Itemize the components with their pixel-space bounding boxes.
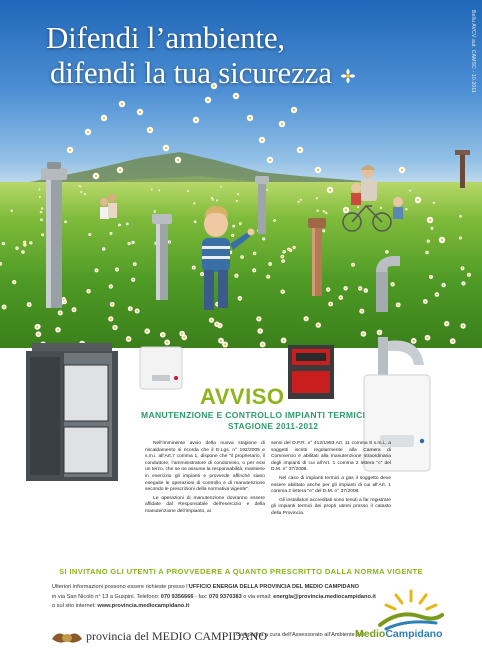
fax-number: 070 9370383	[209, 593, 242, 600]
headline	[46, 20, 355, 90]
info-text: in via San Nicolò n° 13 a Guspini. Telefono:	[52, 593, 161, 600]
side-code: Bellu AVCV aut. CAMSC - 10.2011	[470, 10, 476, 93]
chimney-cap-icon	[455, 150, 470, 188]
boiler-stove-icon	[26, 343, 118, 481]
wall-boiler-icon	[140, 347, 182, 389]
province-name-a: provincia del	[86, 629, 152, 643]
phone-number[interactable]: 070 9356666	[160, 593, 194, 600]
body-column-2	[271, 441, 391, 520]
campaign-credit: Campagna a cura dell’Assessorato all’Ambiente del	[236, 632, 364, 638]
daisy-icon	[427, 217, 433, 223]
medio-campidano-logo-icon	[376, 585, 446, 633]
contact-info	[52, 583, 382, 612]
daisy-icon	[415, 197, 421, 203]
daisy-icon	[85, 129, 91, 135]
brand-name-a: Medio	[355, 628, 386, 640]
daisy-icon	[247, 115, 253, 121]
office-name: UFFICIO ENERGIA DELLA PROVINCIA DEL MEDIO CAMPIDANO	[188, 584, 359, 590]
info-text: o sul sito internet:	[52, 603, 98, 610]
daisy-icon	[233, 93, 239, 99]
daisy-icon	[291, 107, 297, 113]
info-line-1	[52, 583, 382, 593]
info-line-3	[52, 602, 382, 612]
daisy-icon	[119, 101, 125, 107]
headline-line-1: Difendi l’ambiente,	[46, 20, 285, 55]
info-text: o via email:	[241, 593, 274, 600]
daisy-icon	[117, 167, 123, 173]
notice-season: STAGIONE 2011-2012	[228, 422, 319, 431]
daisy-icon	[147, 127, 153, 133]
daisy-icon	[93, 173, 99, 179]
daisy-icon	[175, 157, 181, 163]
daisy-icon	[439, 237, 445, 243]
body-paragraph: Nell’imminente avvio della nuova stagione di riscaldamento si ricorda che il D.Lgs. n° 192/2005 e s.m.i. all’Art.7 comma 1, dispone che "il proprietario, il conduttore, l’amministratore di condominio, o per essi un terzo, che se ne assume la responsabilità, mantiene in esercizio gli impianti e provvede affinché siano eseguite le operazioni di controllo e di manutenzione secondo le prescrizioni della normativa vigente".	[145, 441, 265, 493]
daisy-icon	[67, 147, 73, 153]
body-column-1	[145, 441, 265, 518]
notice-subtitle: MANUTENZIONE E CONTROLLO IMPIANTI TERMICI	[141, 410, 366, 420]
flue-pipe-icon	[308, 218, 326, 296]
daisy-icon	[297, 147, 303, 153]
province-crest-icon	[50, 627, 84, 647]
province-name-b: MEDIO CAMPIDANO	[151, 629, 267, 643]
website-link[interactable]: www.provincia.mediocampidano.it	[97, 603, 190, 610]
cyclists-group	[343, 165, 403, 231]
body-paragraph: sensi del D.P.R. n° 412/1993 Art. 11 comma 8 s.m.i., a soggetti iscritti regolarmente alla Camera di Commercio e abilitati alla manutenzione straordinaria degli impianti di cui all’Art. 1 comma 2 lettera "c" del D.M. n° 37/2008.	[271, 441, 391, 473]
daisy-icon	[327, 187, 333, 193]
headline-line-2-text: difendi la tua sicurezza	[50, 55, 332, 90]
daisy-icon	[341, 69, 355, 83]
daisy-icon	[205, 97, 211, 103]
daisy-icon	[279, 121, 285, 127]
daisy-icon	[193, 117, 199, 123]
family-group	[100, 194, 117, 219]
flue-pipe-icon	[152, 214, 172, 300]
flue-pipe-icon	[376, 256, 400, 312]
body-paragraph: Nel caso di impianti termici a gas il soggetto deve essere abilitato anche per gli impianti di cui all’Art. 1 comma 2 lettera "e" del D.M. n° 37/2008.	[271, 475, 391, 495]
daisy-icon	[399, 167, 405, 173]
brand-name	[355, 628, 443, 640]
info-text: Ulteriori informazioni possono essere richieste presso l’	[52, 584, 189, 590]
body-paragraph: Gli installatori accreditati sono tenuti a far registrare gli impianti termici dei propri utenti presso il catasto della Provincia.	[271, 497, 391, 516]
daisy-icon	[315, 167, 321, 173]
daisy-icon	[267, 157, 273, 163]
info-line-2	[52, 593, 382, 603]
brand-name-b: Campidano	[385, 628, 443, 640]
headline-line-2	[46, 55, 355, 90]
daisy-icon	[343, 207, 349, 213]
child-figure	[202, 206, 255, 310]
email-link[interactable]: energia@provincia.mediocampidano.it	[273, 593, 376, 600]
flue-pipe-icon	[41, 162, 67, 308]
pellet-stove-icon	[288, 345, 334, 399]
notice-title: AVVISO	[200, 384, 285, 409]
daisy-icon	[163, 145, 169, 151]
daisy-icon	[259, 137, 265, 143]
daisy-icon	[137, 109, 143, 115]
flue-pipe-icon	[255, 176, 269, 234]
body-paragraph: Le operazioni di manutenzione dovranno essere affidate dal Responsabile dell’esercizio e della manutenzione dell’impianto, ai	[145, 495, 265, 514]
info-text: - fax:	[193, 593, 210, 600]
daisy-icon	[101, 115, 107, 121]
call-to-action: SI INVITANO GLI UTENTI A PROVVEDERE A QUANTO PRESCRITTO DALLA NORMA VIGENTE	[59, 567, 423, 576]
